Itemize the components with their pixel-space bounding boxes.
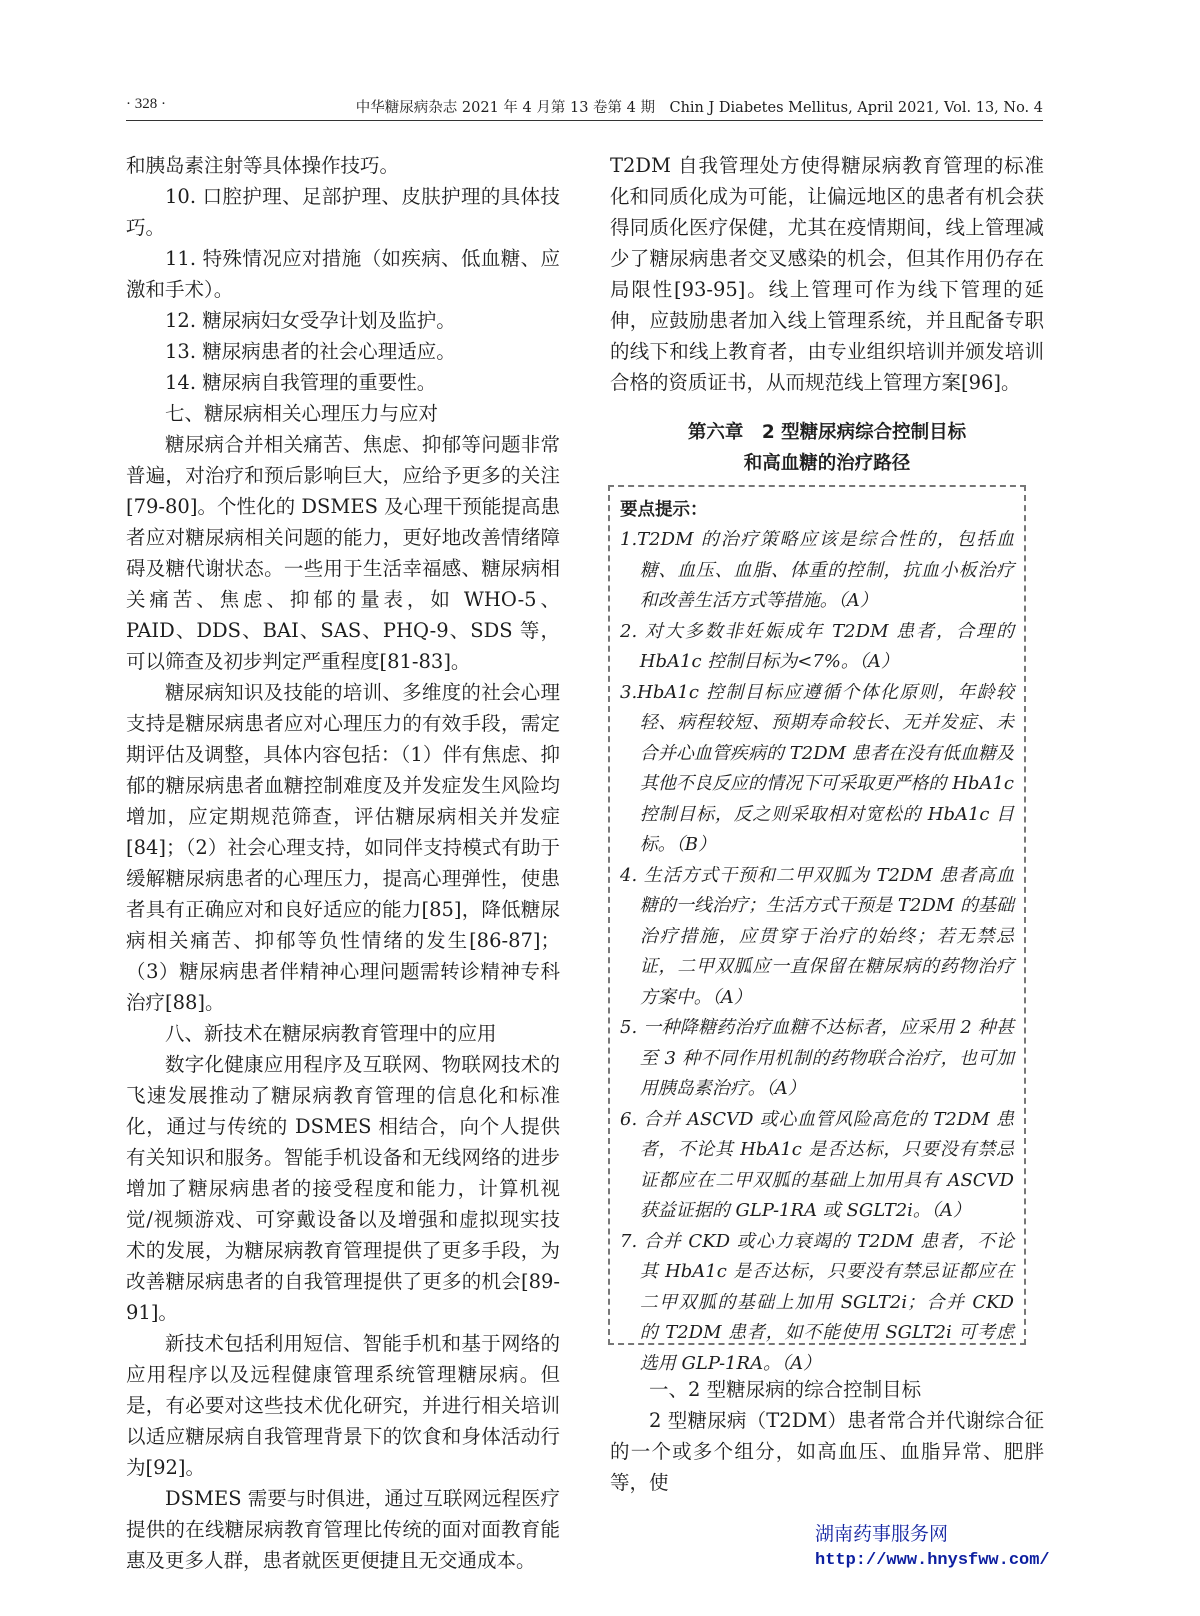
chapter-title-line-2: 和高血糖的治疗路径 bbox=[743, 453, 911, 474]
watermark-name: 湖南药事服务网 bbox=[815, 1524, 949, 1545]
paragraph: 2 型糖尿病（T2DM）患者常合并代谢综合征的一个或多个组分，如高血压、血脂异常、肥胖等，使 bbox=[610, 1409, 1044, 1494]
key-point: 1.T2DM 的治疗策略应该是综合性的，包括血糖、血压、血脂、体重的控制，抗血小板治疗和改善生活方式等措施。（A） bbox=[620, 529, 1014, 611]
list-item: 10. 口腔护理、足部护理、皮肤护理的具体技巧。 bbox=[126, 185, 560, 239]
page-header bbox=[126, 96, 1043, 121]
left-column bbox=[126, 150, 560, 1576]
list-item: 14. 糖尿病自我管理的重要性。 bbox=[165, 371, 437, 394]
paragraph: T2DM 自我管理处方使得糖尿病教育管理的标准化和同质化成为可能，让偏远地区的患者有机会获得同质化医疗保健，尤其在疫情期间，线上管理减少了糖尿病患者交叉感染的机会，但其作用仍存在局限性[93-95]。线上管理可作为线下管理的延伸，应鼓励患者加入线上管理系统，并且配备专职的线下和线上教育者，由专业组织培训并颁发培训合格的资质证书，从而规范线上管理方案[96]。 bbox=[610, 154, 1044, 394]
section-heading: 一、2 型糖尿病的综合控制目标 bbox=[649, 1378, 922, 1401]
chapter-title-line-1: 第六章 2 型糖尿病综合控制目标 bbox=[687, 422, 967, 443]
key-point: 2. 对大多数非妊娠成年 T2DM 患者，合理的 HbA1c 控制目标为<7%。（A） bbox=[620, 620, 1014, 672]
paragraph: 数字化健康应用程序及互联网、物联网技术的飞速发展推动了糖尿病教育管理的信息化和标准化，通过与传统的 DSMES 相结合，向个人提供有关知识和服务。智能手机设备和无线网络的进步增加了糖尿病患者的接受程度和能力，计算机视觉/视频游戏、可穿戴设备以及增强和虚拟现实技术的发展，为糖尿病教育管理提供了更多手段，为改善糖尿病患者的自我管理提供了更多的机会[89-91]。 bbox=[126, 1053, 560, 1324]
key-point: 6. 合并 ASCVD 或心血管风险高危的 T2DM 患者，不论其 HbA1c 是否达标，只要没有禁忌证都应在二甲双胍的基础上加用具有 ASCVD 获益证据的 GLP-1RA 或 SGLT2i。（A） bbox=[620, 1108, 1014, 1221]
list-item: 13. 糖尿病患者的社会心理适应。 bbox=[165, 340, 456, 363]
key-point: 7. 合并 CKD 或心力衰竭的 T2DM 患者，不论其 HbA1c 是否达标，只要没有禁忌证都应在二甲双胍的基础上加用 SGLT2i；合并 CKD 的 T2DM 患者，如不能使用 SGLT2i 可考虑选用 GLP-1RA。（A） bbox=[620, 1230, 1014, 1374]
key-points-title: 要点提示： bbox=[620, 500, 708, 520]
paragraph: 糖尿病合并相关痛苦、焦虑、抑郁等问题非常普遍，对治疗和预后影响巨大，应给予更多的关注[79-80]。个性化的 DSMES 及心理干预能提高患者应对糖尿病相关问题的能力，更好地改善情绪障碍及糖代谢状态。一些用于生活幸福感、糖尿病相关痛苦、焦虑、抑郁的量表，如 WHO-5、PAID、DDS、BAI、SAS、PHQ-9、SDS 等，可以筛查及初步判定严重程度[81-83]。 bbox=[126, 433, 560, 673]
paragraph: 新技术包括利用短信、智能手机和基于网络的应用程序以及远程健康管理系统管理糖尿病。但是，有必要对这些技术优化研究，并进行相关培训以适应糖尿病自我管理背景下的饮食和身体活动行为[92]。 bbox=[126, 1332, 560, 1479]
list-item: 11. 特殊情况应对措施（如疾病、低血糖、应激和手术）。 bbox=[126, 247, 560, 301]
key-point: 4. 生活方式干预和二甲双胍为 T2DM 患者高血糖的一线治疗；生活方式干预是 T2DM 的基础治疗措施，应贯穿于治疗的始终；若无禁忌证，二甲双胍应一直保留在糖尿病的药物治疗方案中。（A） bbox=[620, 864, 1014, 1008]
key-point: 5. 一种降糖药治疗血糖不达标者，应采用 2 种甚至 3 种不同作用机制的药物联合治疗，也可加用胰岛素治疗。（A） bbox=[620, 1017, 1014, 1099]
page-number: · 328 · bbox=[126, 96, 166, 112]
paragraph: 和胰岛素注射等具体操作技巧。 bbox=[126, 154, 400, 177]
right-column bbox=[610, 150, 1044, 398]
section-heading: 八、新技术在糖尿病教育管理中的应用 bbox=[165, 1022, 497, 1045]
watermark bbox=[815, 1522, 1075, 1574]
paragraph: DSMES 需要与时俱进，通过互联网远程医疗提供的在线糖尿病教育管理比传统的面对面教育能惠及更多人群，患者就医更便捷且无交通成本。 bbox=[126, 1487, 560, 1572]
watermark-url[interactable]: http://www.hnysfww.com/ bbox=[815, 1551, 1050, 1570]
right-column-continued bbox=[610, 1374, 1044, 1498]
key-point: 3.HbA1c 控制目标应遵循个体化原则，年龄较轻、病程较短、预期寿命较长、无并发症、未合并心血管疾病的 T2DM 患者在没有低血糖及其他不良反应的情况下可采取更严格的 HbA1c 控制目标，反之则采取相对宽松的 HbA1c 目标。（B） bbox=[620, 681, 1014, 855]
journal-running-title: 中华糖尿病杂志 2021 年 4 月第 13 卷第 4 期 Chin J Diabetes Mellitus, April 2021, Vol. 13, No. 4 bbox=[355, 100, 1043, 116]
paragraph: 糖尿病知识及技能的培训、多维度的社会心理支持是糖尿病患者应对心理压力的有效手段，需定期评估及调整，具体内容包括：（1）伴有焦虑、抑郁的糖尿病患者血糖控制难度及并发症发生风险均增加，应定期规范筛查，评估糖尿病相关并发症[84]；（2）社会心理支持，如同伴支持模式有助于缓解糖尿病患者的心理压力，提高心理弹性，使患者具有正确应对和良好适应的能力[85]，降低糖尿病相关痛苦、抑郁等负性情绪的发生[86-87]；（3）糖尿病患者伴精神心理问题需转诊精神专科治疗[88]。 bbox=[126, 681, 560, 1014]
chapter-title bbox=[610, 417, 1044, 479]
section-heading: 七、糖尿病相关心理压力与应对 bbox=[165, 402, 439, 425]
key-points-box bbox=[608, 485, 1026, 1374]
list-item: 12. 糖尿病妇女受孕计划及监护。 bbox=[165, 309, 456, 332]
